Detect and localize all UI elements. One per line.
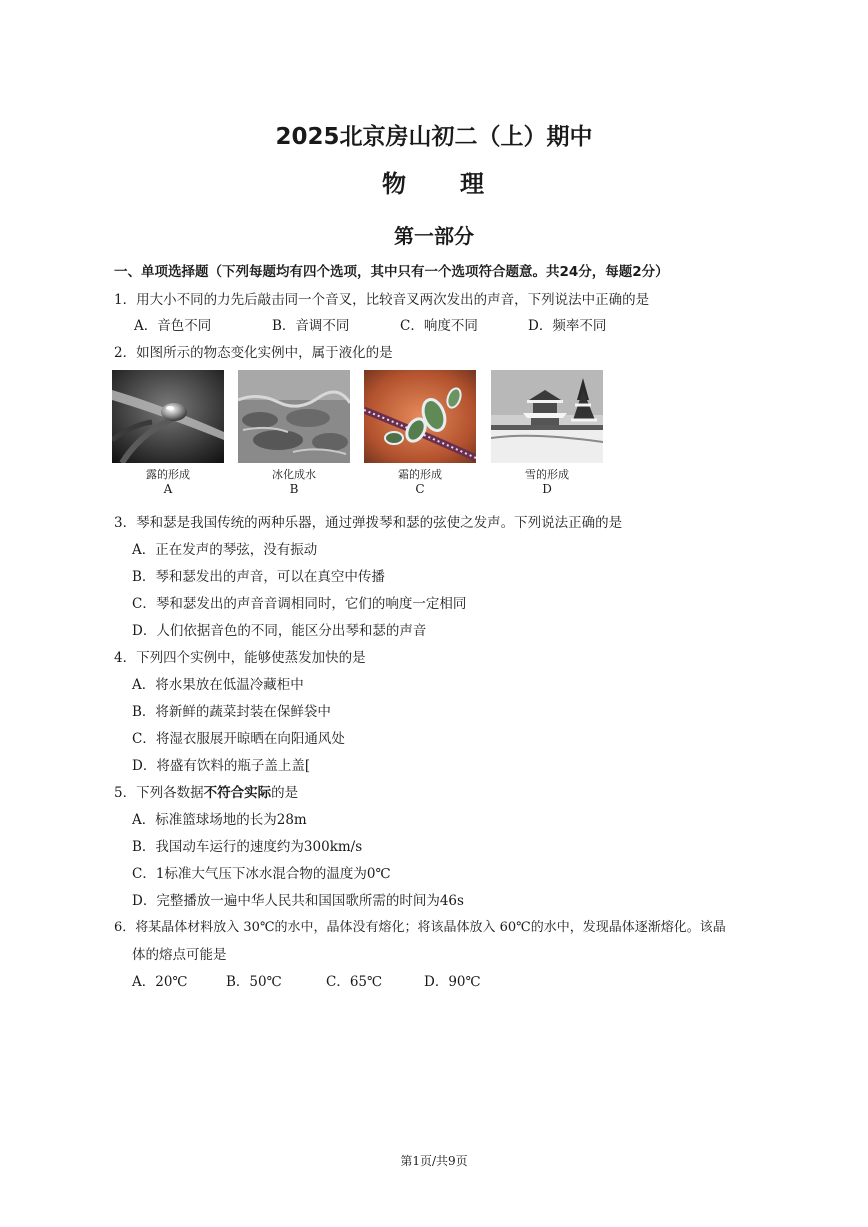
q5-option-c: C．1标准大气压下冰水混合物的温度为0℃ [132,866,391,882]
q2-caption-a: 露的形成 [146,468,190,481]
q2-letter-c: C [415,482,425,496]
q5-stem-after: 的是 [271,785,299,801]
q6-option-c: C．65℃ [326,974,383,990]
part-heading: 第一部分 [394,224,474,248]
q1-option-d: D．频率不同 [528,318,607,334]
q3-stem: 3．琴和瑟是我国传统的两种乐器，通过弹拨琴和瑟的弦使之发声。下列说法正确的是 [114,515,623,531]
q5-option-d: D．完整播放一遍中华人民共和国国歌所需的时间为46s [132,893,464,909]
q4-option-a: A．将水果放在低温冷藏柜中 [132,677,304,693]
q3-option-d: D．人们依据音色的不同，能区分出琴和瑟的声音 [132,623,427,639]
section-heading: 一、单项选择题（下列每题均有四个选项，其中只有一个选项符合题意。共24分，每题2分） [114,264,669,280]
q2-letter-b: B [289,482,299,496]
q6-stem-line2: 体的熔点可能是 [132,947,227,963]
q6-option-b: B．50℃ [226,974,282,990]
q5-stem-before: 5．下列各数据 [114,785,204,801]
q5-stem [114,781,298,801]
q5-stem-emphasis: 不符合实际 [203,785,272,801]
q1-option-a: A．音色不同 [134,318,212,334]
q3-option-a: A．正在发声的琴弦，没有振动 [132,542,318,558]
q1-stem: 1．用大小不同的力先后敲击同一个音叉，比较音叉两次发出的声音，下列说法中正确的是 [114,292,650,308]
q4-option-c: C．将湿衣服展开晾晒在向阳通风处 [132,731,345,747]
subject-title: 物 理 [382,170,486,198]
q2-stem: 2．如图所示的物态变化实例中，属于液化的是 [114,345,393,361]
exam-title: 2025北京房山初二（上）期中 [275,124,593,150]
page-number: 第1页/共9页 [400,1154,468,1168]
q6-option-a: A．20℃ [132,974,188,990]
q2-caption-b: 冰化成水 [272,468,316,481]
q4-option-d: D．将盛有饮料的瓶子盖上盖[ [132,758,311,774]
q2-caption-c: 霜的形成 [398,468,442,481]
q3-option-b: B．琴和瑟发出的声音，可以在真空中传播 [132,569,385,585]
q1-option-c: C．响度不同 [400,318,478,334]
q3-option-c: C．琴和瑟发出的声音音调相同时，它们的响度一定相同 [132,596,467,612]
q6-option-d: D．90℃ [424,974,481,990]
ice-melting-image [238,370,350,463]
dew-image [112,370,224,463]
q2-caption-d: 雪的形成 [525,468,569,481]
q5-option-a: A．标准篮球场地的长为28m [132,812,307,828]
q2-letter-a: A [163,482,173,496]
frost-image [364,370,476,463]
q4-stem: 4．下列四个实例中，能够使蒸发加快的是 [114,650,366,666]
q2-letter-d: D [542,482,552,496]
q1-option-b: B．音调不同 [272,318,350,334]
q4-option-b: B．将新鲜的蔬菜封装在保鲜袋中 [132,704,331,720]
q5-option-b: B．我国动车运行的速度约为300km/s [132,839,363,855]
snow-image [491,370,603,463]
q6-stem-line1: 6．将某晶体材料放入 30℃的水中，晶体没有熔化；将该晶体放入 60℃的水中，发现晶体逐渐熔化。该晶 [114,920,726,935]
